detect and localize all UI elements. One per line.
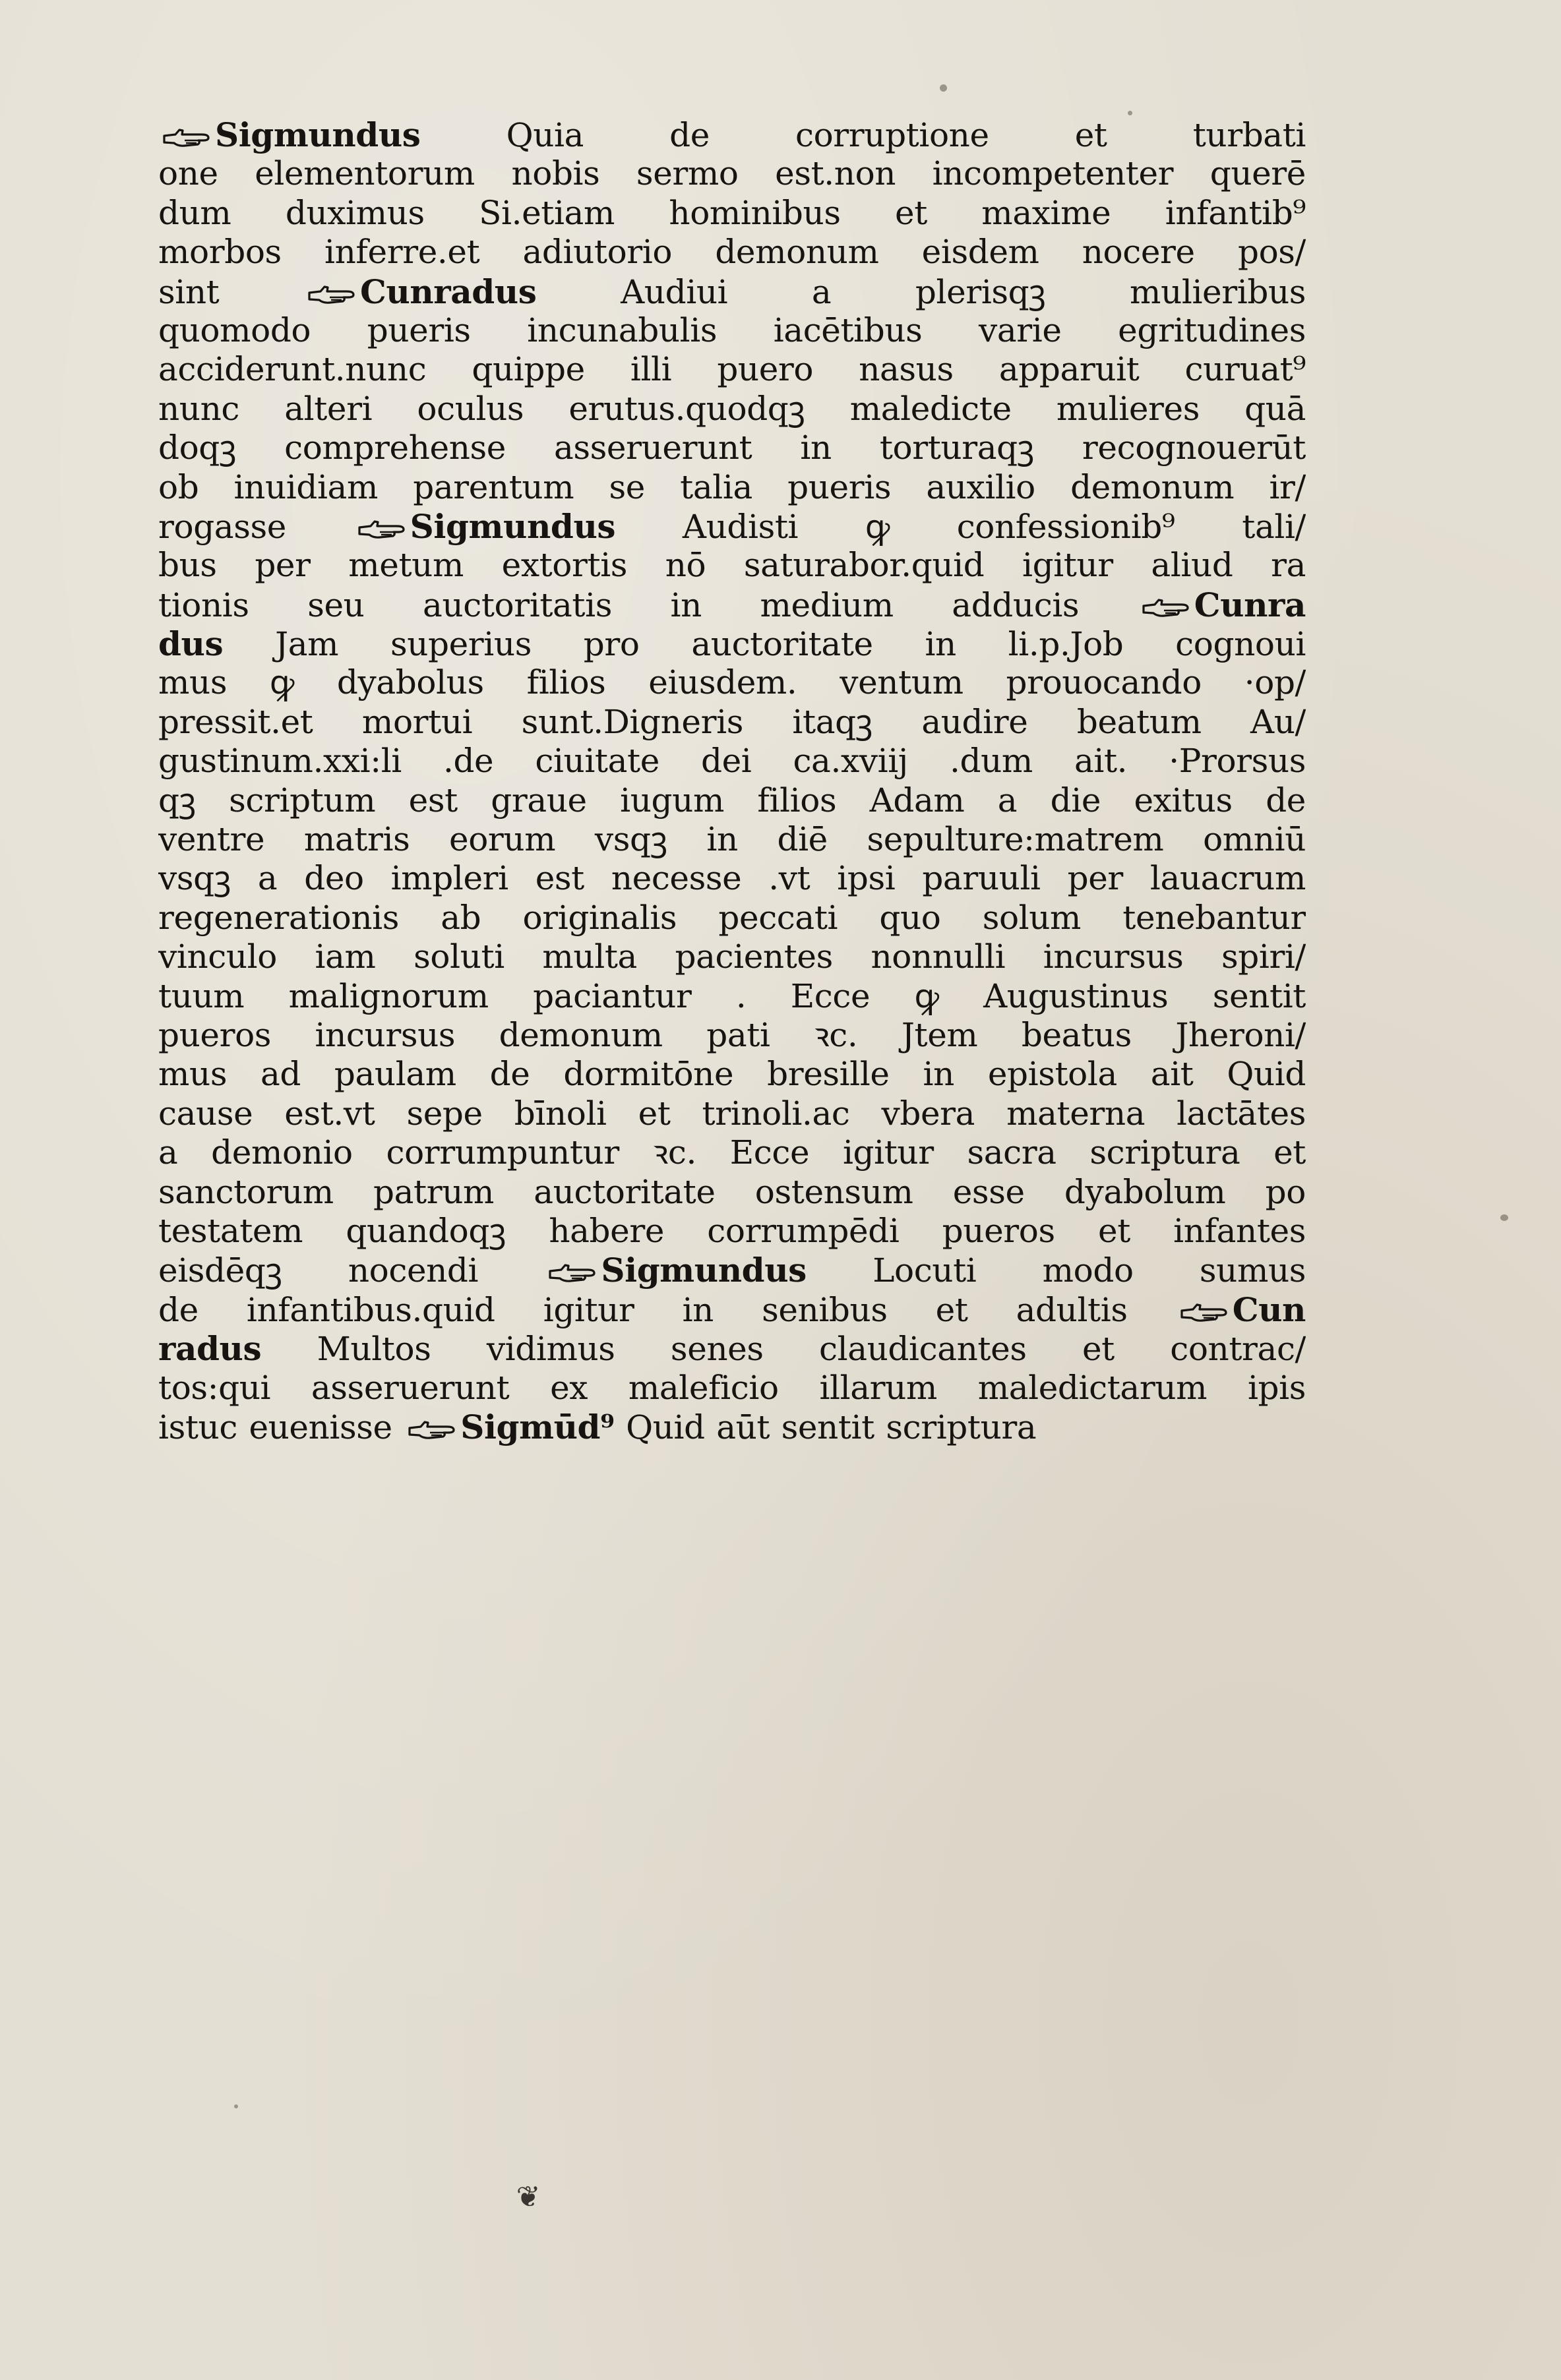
text-line	[158, 820, 1306, 859]
text-segment: nunc alteri oculus erutus.quodqꝫ maledicte mulieres quā	[158, 389, 1306, 428]
paper-speck	[940, 84, 947, 92]
text-line	[158, 742, 1306, 781]
text-segment: Locuti modo sumus	[872, 1251, 1306, 1290]
text-segment: mus ꝙ dyabolus filios eiusdem. ventum prouocando ·op/	[158, 663, 1306, 702]
speaker-name: Cunradus	[360, 272, 537, 311]
text-line	[158, 1290, 1306, 1329]
text-line	[158, 937, 1306, 976]
speaker-name: Sigmundus	[215, 115, 421, 154]
text-segment: rogasse	[158, 507, 286, 546]
text-line	[158, 585, 1306, 624]
text-line	[158, 1173, 1306, 1212]
speaker-name: Sigmūd⁹	[460, 1407, 615, 1446]
text-segment: tos:qui asseruerunt ex maleficio illarum maledictarum ipis	[158, 1368, 1306, 1407]
text-line	[158, 899, 1306, 937]
text-segment: mus ad paulam de dormitōne bresille in epistola ait Quid	[158, 1055, 1306, 1094]
text-segment: de infantibus.quid igitur in senibus et adultis	[158, 1290, 1128, 1329]
text-segment: regenerationis ab originalis peccati quo solum tenebantur	[158, 898, 1306, 937]
pointing-hand-icon	[1180, 1301, 1229, 1324]
speaker-name: dus	[158, 624, 224, 664]
paper-speck	[1128, 111, 1132, 115]
text-line	[158, 1094, 1306, 1133]
text-segment: bus per metum extortis nō saturabor.quid igitur aliud ra	[158, 546, 1306, 585]
text-segment: vsqꝫ a deo impleri est necesse .vt ipsi paruuli per lauacrum	[158, 859, 1306, 898]
text-segment: pueros incursus demonum pati ꝛc. Jtem beatus Jheroni/	[158, 1015, 1306, 1054]
text-segment: ventre matris eorum vsqꝫ in diē sepulture:matrem omniū	[158, 820, 1306, 859]
text-line	[158, 115, 1306, 154]
text-segment: morbos inferre.et adiutorio demonum eisdem nocere pos/	[158, 233, 1306, 272]
text-segment: acciderunt.nunc quippe illi puero nasus apparuit curuat⁹	[158, 350, 1306, 389]
text-line	[158, 272, 1306, 311]
text-segment: sanctorum patrum auctoritate ostensum esse dyabolum po	[158, 1172, 1306, 1211]
text-line	[158, 233, 1306, 272]
text-line	[158, 1133, 1306, 1172]
text-line	[158, 350, 1306, 389]
text-line	[158, 1212, 1306, 1251]
text-line	[158, 468, 1306, 507]
text-segment: istuc euenisse	[158, 1408, 392, 1446]
speaker-name: Cun	[1232, 1290, 1306, 1329]
text-segment: tuum malignorum paciantur . Ecce ꝙ Augustinus sentit	[158, 976, 1306, 1015]
speaker-name: Cunra	[1194, 585, 1306, 624]
text-line	[158, 703, 1306, 742]
text-segment: tionis seu auctoritatis in medium adducis	[158, 585, 1080, 624]
text-segment: one elementorum nobis sermo est.non incompetenter querē	[158, 154, 1306, 193]
pointing-hand-icon	[1142, 597, 1190, 619]
text-line	[158, 1329, 1306, 1368]
text-segment: Multos vidimus senes claudicantes et contrac/	[317, 1330, 1306, 1369]
text-line	[158, 429, 1306, 467]
text-line	[158, 859, 1306, 898]
text-segment: vinculo iam soluti multa pacientes nonnulli incursus spiri/	[158, 937, 1306, 976]
text-segment: qꝫ scriptum est graue iugum filios Adam a die exitus de	[158, 781, 1306, 819]
text-segment: sint	[158, 272, 220, 311]
text-segment: a demonio corrumpuntur ꝛc. Ecce igitur sacra scriptura et	[158, 1133, 1306, 1172]
text-line	[158, 194, 1306, 233]
text-segment: testatem quandoqꝫ habere corrumpēdi pueros et infantes	[158, 1211, 1306, 1250]
pointing-hand-icon	[162, 127, 211, 149]
speaker-name: Sigmundus	[601, 1251, 807, 1290]
text-segment: eisdēqꝫ nocendi	[158, 1251, 479, 1290]
text-line	[158, 1055, 1306, 1094]
speaker-name: radus	[158, 1329, 262, 1369]
text-segment: cause est.vt sepe bīnoli et trinoli.ac vbera materna lactātes	[158, 1094, 1306, 1133]
text-line	[158, 546, 1306, 585]
text-segment: Quid aūt sentit scriptura	[626, 1408, 1037, 1446]
text-line	[158, 311, 1306, 350]
text-line	[158, 1016, 1306, 1055]
text-line	[158, 390, 1306, 429]
pointing-hand-icon	[548, 1262, 597, 1284]
text-segment: gustinum.xxi:li .de ciuitate dei ca.xviij .dum ait. ·Prorsus	[158, 742, 1306, 781]
text-line	[158, 154, 1306, 193]
text-segment: quomodo pueris incunabulis iacētibus varie egritudines	[158, 311, 1306, 349]
text-line	[158, 1408, 1306, 1446]
text-line	[158, 781, 1306, 820]
text-segment: doqꝫ comprehense asseruerunt in torturaqꝫ recognouerūt	[158, 429, 1306, 467]
text-segment: ob inuidiam parentum se talia pueris auxilio demonum ir/	[158, 467, 1306, 506]
text-segment: pressit.et mortui sunt.Digneris itaqꝫ audire beatum Au/	[158, 702, 1306, 741]
paper-speck	[1500, 1214, 1508, 1221]
ornament-icon: ❦	[516, 2180, 541, 2214]
text-line	[158, 507, 1306, 546]
pointing-hand-icon	[307, 283, 356, 306]
text-line	[158, 624, 1306, 663]
text-segment: Audiui a plerisqꝫ mulieribus	[621, 272, 1306, 311]
pointing-hand-icon	[357, 518, 406, 541]
speaker-name: Sigmundus	[410, 506, 616, 546]
text-segment: Jam superius pro auctoritate in li.p.Job cognoui	[275, 625, 1306, 664]
text-column	[158, 115, 1306, 1446]
paper-speck	[234, 2104, 238, 2108]
text-segment: Quia de corruptione et turbati	[506, 116, 1306, 154]
text-line	[158, 663, 1306, 702]
text-line	[158, 1251, 1306, 1290]
text-segment: Audisti ꝙ confessionib⁹ tali/	[682, 507, 1306, 546]
text-line	[158, 977, 1306, 1016]
text-segment: dum duximus Si.etiam hominibus et maxime infantib⁹	[158, 193, 1306, 232]
pointing-hand-icon	[408, 1419, 456, 1441]
text-line	[158, 1369, 1306, 1408]
